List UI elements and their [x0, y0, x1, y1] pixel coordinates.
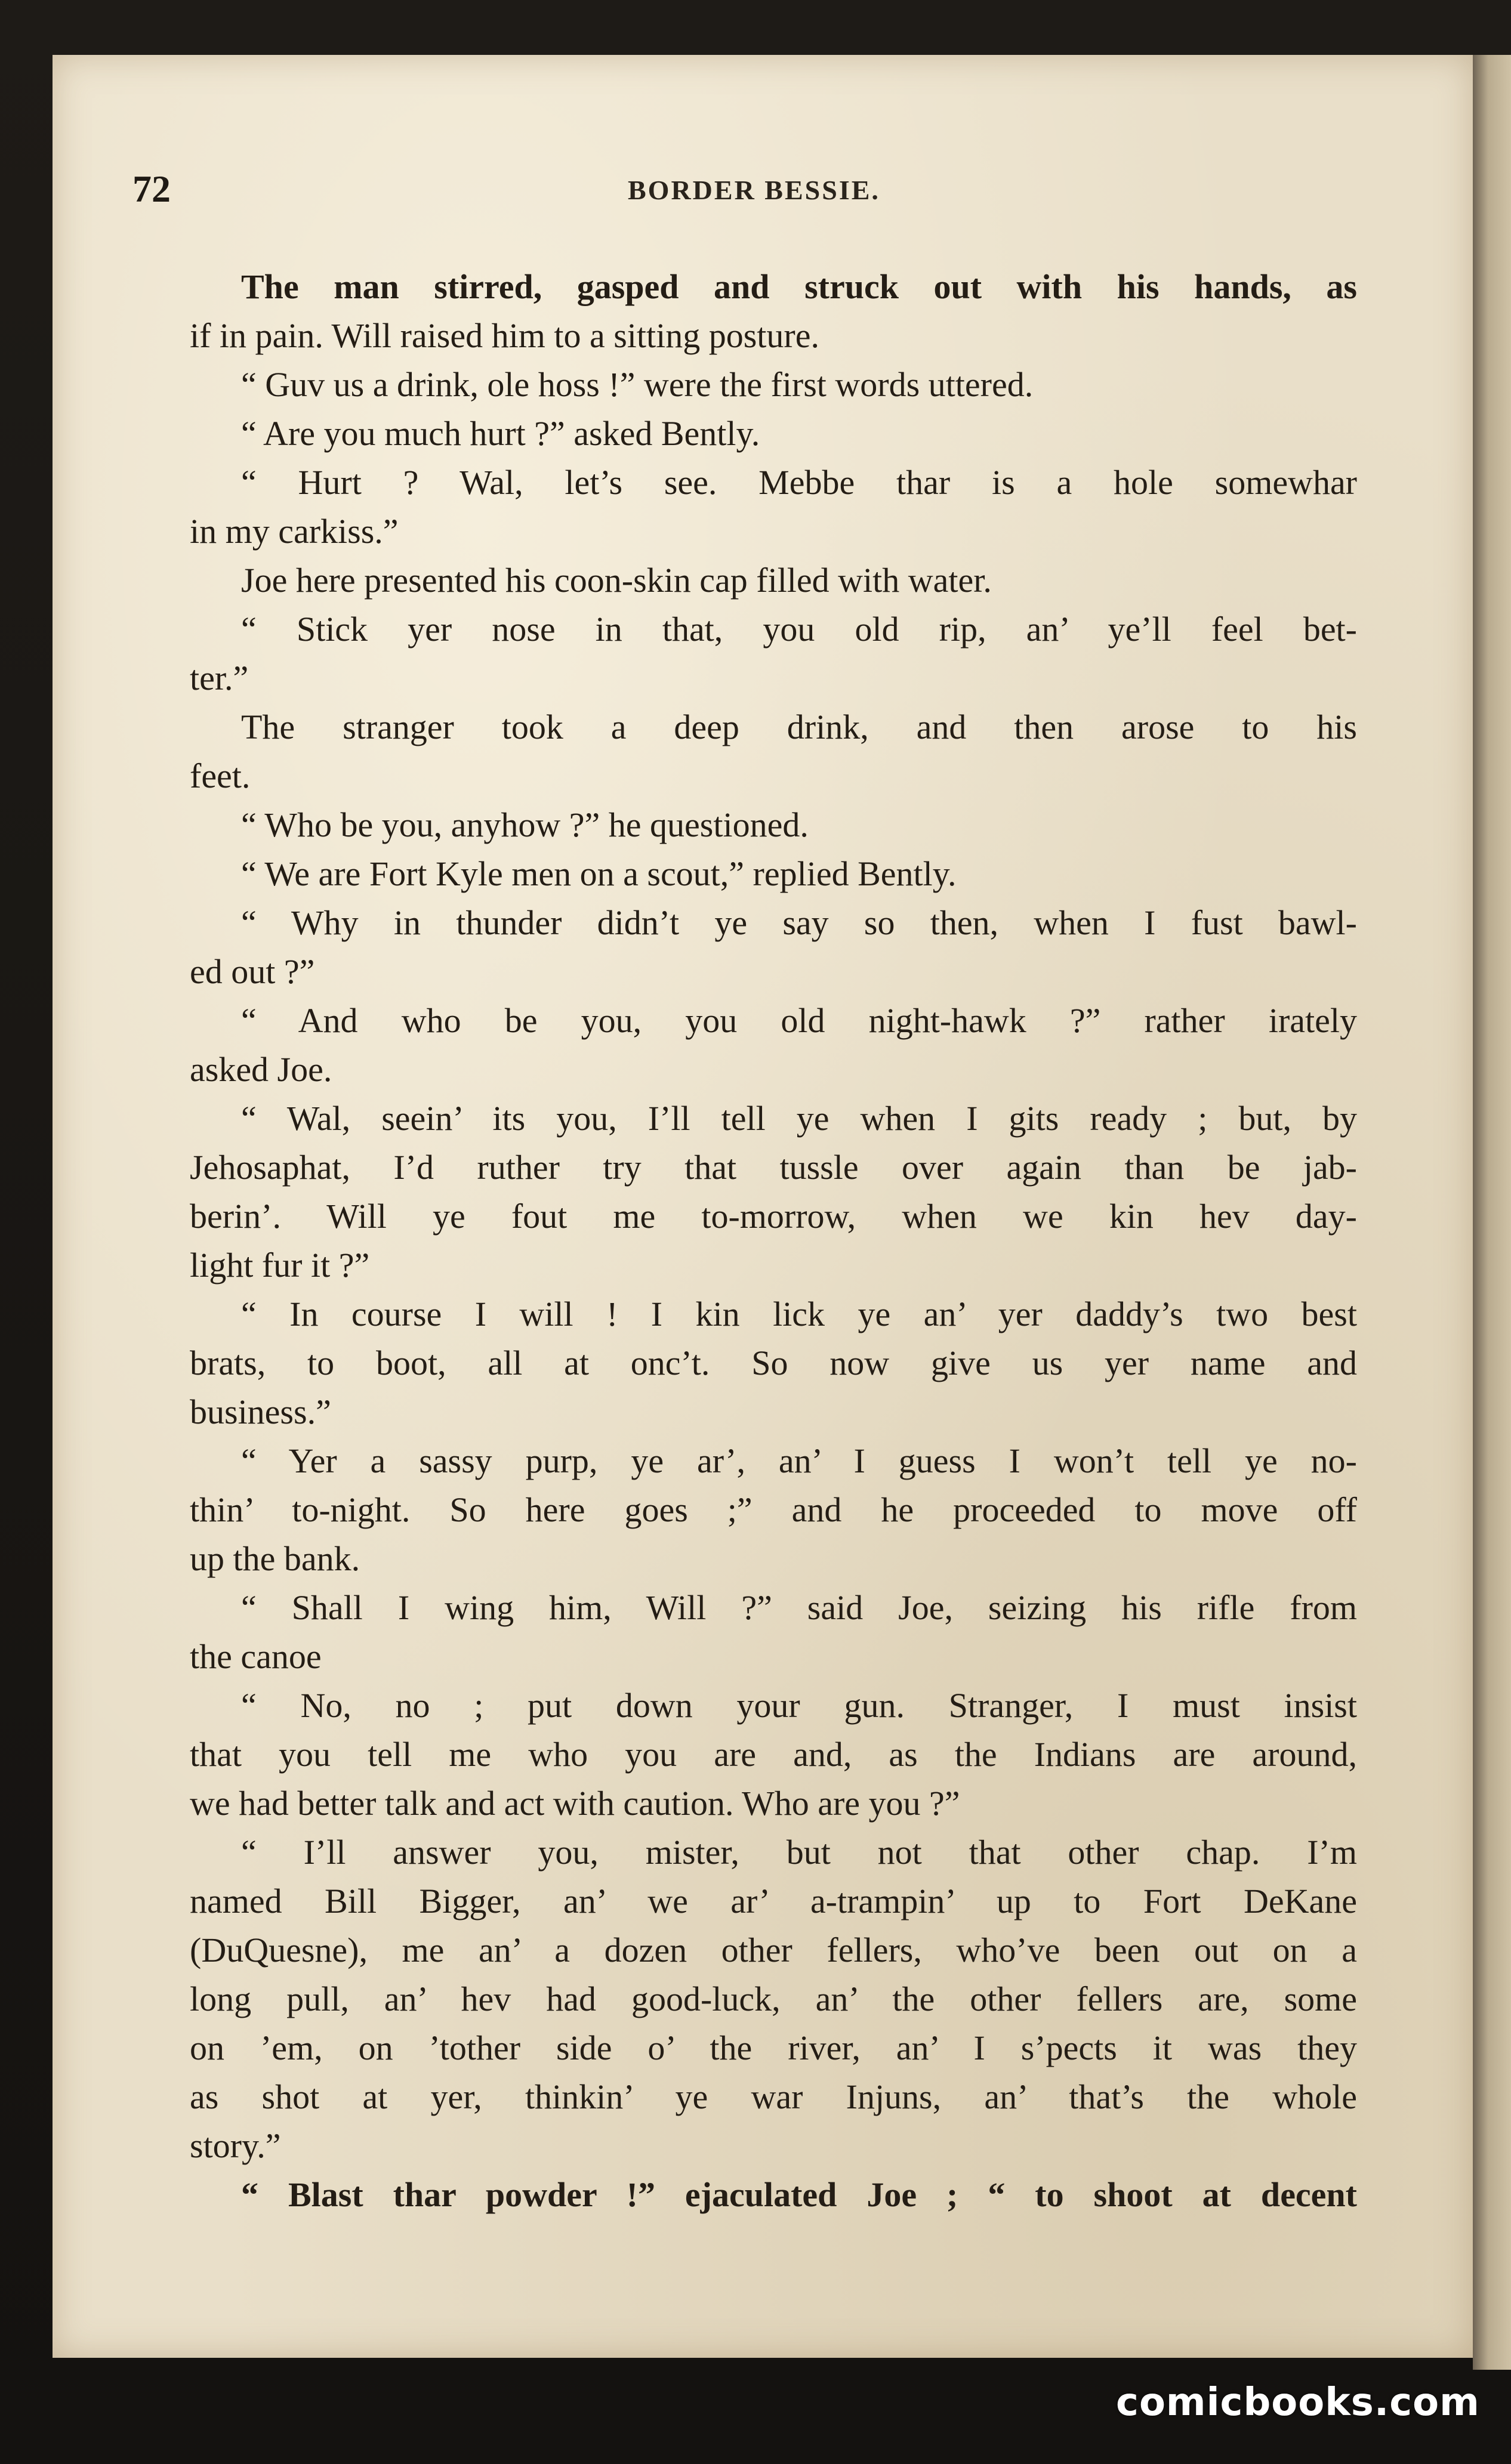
text-line: brats, to boot, all at onc’t. So now give us yer name and — [190, 1344, 1357, 1382]
text-line: long pull, an’ hev had good-luck, an’ the other fellers are, some — [190, 1980, 1357, 2018]
adjacent-page-edge — [1473, 55, 1511, 2370]
text-line: “ I’ll answer you, mister, but not that other chap. I’m — [241, 1833, 1357, 1872]
text-line: “ Who be you, anyhow ?” he questioned. — [241, 805, 809, 844]
text-line: “ And who be you, you old night-hawk ?” rather irately — [241, 1001, 1357, 1040]
text-line: “ Yer a sassy purp, ye ar’, an’ I guess I won’t tell ye no- — [241, 1441, 1357, 1480]
text-line: “ Wal, seein’ its you, I’ll tell ye when I gits ready ; but, by — [241, 1099, 1357, 1138]
text-line: Jehosaphat, I’d ruther try that tussle over again than be jab- — [190, 1148, 1357, 1187]
text-line: asked Joe. — [190, 1050, 332, 1089]
text-line: that you tell me who you are and, as the Indians are around, — [190, 1735, 1357, 1774]
text-line: on ’em, on ’tother side o’ the river, an’ I s’pects it was they — [190, 2028, 1357, 2067]
text-line: “ Shall I wing him, Will ?” said Joe, seizing his rifle from — [241, 1588, 1357, 1627]
text-line: thin’ to-night. So here goes ;” and he proceeded to move off — [190, 1490, 1357, 1529]
page-header — [132, 167, 1338, 221]
page-number: 72 — [132, 168, 171, 210]
text-line: The stranger took a deep drink, and then arose to his — [241, 708, 1357, 746]
text-line: the canoe — [190, 1637, 322, 1676]
text-line: “ Are you much hurt ?” asked Bently. — [241, 414, 760, 453]
text-line: “ Stick yer nose in that, you old rip, an’ ye’ll feel bet- — [241, 610, 1357, 649]
text-line: Joe here presented his coon-skin cap filled with water. — [241, 561, 992, 600]
text-line: in my carkiss.” — [190, 512, 399, 551]
text-line: “ We are Fort Kyle men on a scout,” replied Bently. — [241, 854, 957, 893]
text-line: up the bank. — [190, 1539, 360, 1578]
text-line: “ Why in thunder didn’t ye say so then, when I fust bawl- — [241, 903, 1357, 942]
text-line: “ Blast thar powder !” ejaculated Joe ; “ to shoot at decent — [241, 2175, 1357, 2214]
text-line: ed out ?” — [190, 952, 315, 991]
body-text — [190, 263, 1357, 2219]
text-line: as shot at yer, thinkin’ ye war Injuns, an’ that’s the whole — [190, 2077, 1357, 2116]
text-line: we had better talk and act with caution. Who are you ?” — [190, 1784, 960, 1823]
text-line: The man stirred, gasped and struck out with his hands, as — [241, 267, 1357, 306]
text-line: berin’. Will ye fout me to-morrow, when we kin hev day- — [190, 1197, 1357, 1236]
text-line: if in pain. Will raised him to a sitting posture. — [190, 316, 819, 355]
text-line: light fur it ?” — [190, 1246, 370, 1285]
text-line: (DuQuesne), me an’ a dozen other fellers, who’ve been out on a — [190, 1931, 1357, 1969]
text-line: feet. — [190, 757, 251, 795]
text-line: “ No, no ; put down your gun. Stranger, I must insist — [241, 1686, 1357, 1725]
running-head: BORDER BESSIE. — [628, 175, 880, 205]
watermark: comicbooks.com — [1116, 2380, 1480, 2425]
text-line: ter.” — [190, 659, 249, 697]
text-line: story.” — [190, 2126, 281, 2165]
text-line: “ Hurt ? Wal, let’s see. Mebbe thar is a hole somewhar — [241, 463, 1357, 502]
text-line: “ In course I will ! I kin lick ye an’ yer daddy’s two best — [241, 1295, 1357, 1333]
text-line: “ Guv us a drink, ole hoss !” were the first words uttered. — [241, 365, 1034, 404]
text-line: business.” — [190, 1392, 331, 1431]
text-line: named Bill Bigger, an’ we ar’ a-trampin’ up to Fort DeKane — [190, 1882, 1357, 1920]
